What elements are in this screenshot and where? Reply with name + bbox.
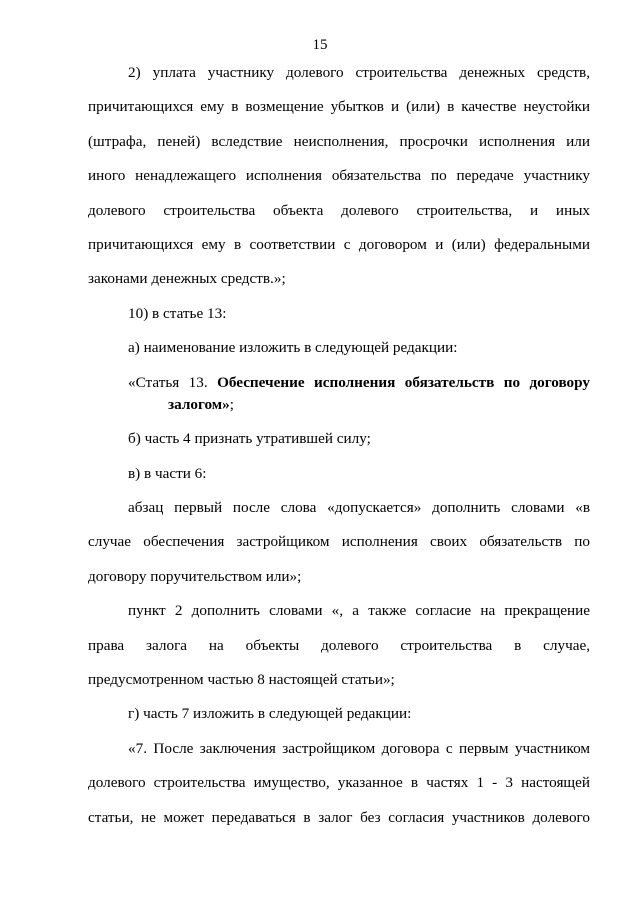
- text-line: статьи, не может передаваться в залог без согласия участников долевого: [88, 808, 590, 826]
- list-item-a: а) наименование изложить в следующей редакции:: [128, 339, 458, 357]
- text-line: (штрафа, пеней) вследствие неисполнения, просрочки исполнения или: [88, 132, 590, 150]
- list-item-v: в) в части 6:: [128, 464, 207, 482]
- document-body: [88, 56, 590, 835]
- page-number: 15: [312, 37, 328, 53]
- text-line: причитающихся ему в соответствии с договором и (или) федеральными: [88, 235, 590, 253]
- article-heading-suffix: ;: [229, 395, 234, 413]
- list-item-g: г) часть 7 изложить в следующей редакции:: [128, 705, 412, 723]
- text-line: договору поручительством или»;: [88, 567, 302, 585]
- text-line: причитающихся ему в возмещение убытков и (или) в качестве неустойки: [88, 98, 590, 116]
- article-heading-title: Обеспечение исполнения обязательств по договору: [217, 373, 590, 391]
- text-line: права залога на объекты долевого строительства в случае,: [88, 636, 590, 654]
- text-line: «7. После заключения застройщиком договора с первым участником: [128, 739, 590, 757]
- article-heading-prefix: «Статья 13.: [128, 373, 218, 391]
- text-line: абзац первый после слова «допускается» дополнить словами «в: [128, 499, 590, 517]
- text-line: 2) уплата участнику долевого строительства денежных средств,: [128, 64, 590, 81]
- text-line: долевого строительства имущество, указанное в частях 1 - 3 настоящей: [88, 774, 590, 792]
- text-line: иного ненадлежащего исполнения обязательства по передаче участнику: [88, 167, 590, 185]
- text-line: пункт 2 дополнить словами «, а также согласие на прекращение: [128, 602, 590, 620]
- text-line: случае обеспечения застройщиком исполнения своих обязательств по: [88, 533, 590, 551]
- text-line: предусмотренном частью 8 настоящей статьи»;: [88, 671, 395, 689]
- text-line: законами денежных средств.»;: [88, 270, 286, 288]
- list-item-b: б) часть 4 признать утратившей силу;: [128, 430, 371, 448]
- text-line: долевого строительства объекта долевого строительства, и иных: [88, 201, 590, 219]
- article-heading-title-end: залогом»: [168, 395, 230, 413]
- article-heading: [88, 366, 590, 400]
- list-item-10: 10) в статье 13:: [128, 304, 227, 322]
